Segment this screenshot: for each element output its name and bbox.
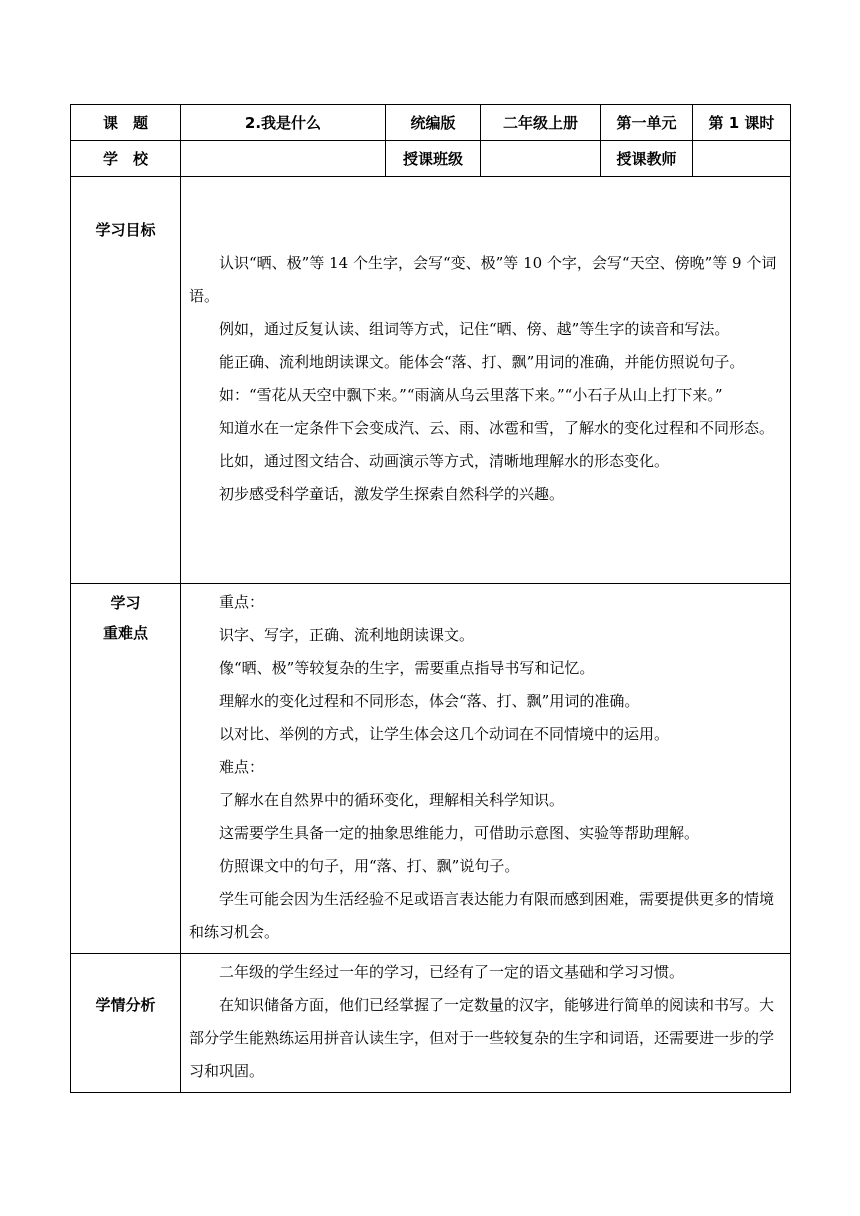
key-points-row bbox=[71, 584, 791, 954]
key-points-paragraph: 仿照课文中的句子，用“落、打、飘”说句子。 bbox=[219, 857, 520, 875]
objectives-paragraph: 初步感受科学童话，激发学生探索自然科学的兴趣。 bbox=[219, 485, 565, 503]
key-points-label-line2: 重难点 bbox=[102, 624, 148, 642]
key-points-paragraph: 以对比、举例的方式，让学生体会这几个动词在不同情境中的运用。 bbox=[219, 725, 670, 743]
objectives-label: 学习目标 bbox=[71, 177, 181, 584]
unit-cell: 第一单元 bbox=[601, 105, 693, 141]
analysis-row bbox=[71, 954, 791, 1093]
objectives-row bbox=[71, 177, 791, 584]
edition-cell: 统编版 bbox=[386, 105, 481, 141]
key-points-paragraph: 了解水在自然界中的循环变化，理解相关科学知识。 bbox=[219, 791, 565, 809]
header-row-2 bbox=[71, 141, 791, 177]
analysis-content bbox=[181, 954, 791, 1093]
teacher-label: 授课教师 bbox=[601, 141, 693, 177]
topic-label: 课 题 bbox=[71, 105, 181, 141]
key-points-paragraph: 难点： bbox=[219, 758, 265, 776]
school-value bbox=[181, 141, 386, 177]
lesson-period-cell: 第 1 课时 bbox=[693, 105, 791, 141]
teacher-value bbox=[693, 141, 791, 177]
header-row-1 bbox=[71, 105, 791, 141]
lesson-plan-table bbox=[70, 104, 791, 1093]
objectives-paragraph: 能正确、流利地朗读课文。能体会“落、打、飘”用词的准确，并能仿照说句子。 bbox=[219, 353, 745, 371]
key-points-paragraph: 重点： bbox=[219, 593, 265, 611]
class-label: 授课班级 bbox=[386, 141, 481, 177]
key-points-paragraph: 像“晒、极”等较复杂的生字，需要重点指导书写和记忆。 bbox=[219, 659, 595, 677]
analysis-paragraph: 在知识储备方面，他们已经掌握了一定数量的汉字，能够进行简单的阅读和书写。大部分学生能熟练运用拼音认读生字，但对于一些较复杂的生字和词语，还需要进一步的学习和巩固。 bbox=[189, 996, 775, 1080]
key-points-label bbox=[71, 584, 181, 954]
objectives-paragraph: 如：“雪花从天空中飘下来。”“雨滴从乌云里落下来。”“小石子从山上打下来。” bbox=[219, 386, 723, 404]
key-points-label-line1: 学习 bbox=[110, 594, 141, 612]
lesson-title: 2.我是什么 bbox=[181, 105, 386, 141]
key-points-paragraph: 学生可能会因为生活经验不足或语言表达能力有限而感到困难，需要提供更多的情境和练习机会。 bbox=[189, 890, 775, 941]
key-points-paragraph: 识字、写字，正确、流利地朗读课文。 bbox=[219, 626, 475, 644]
class-value bbox=[481, 141, 601, 177]
grade-cell: 二年级上册 bbox=[481, 105, 601, 141]
objectives-paragraph: 比如，通过图文结合、动画演示等方式，清晰地理解水的形态变化。 bbox=[219, 452, 670, 470]
objectives-content bbox=[181, 177, 791, 584]
analysis-paragraph: 二年级的学生经过一年的学习，已经有了一定的语文基础和学习习惯。 bbox=[219, 963, 685, 981]
key-points-content bbox=[181, 584, 791, 954]
objectives-paragraph: 例如，通过反复认读、组词等方式，记住“晒、傍、越”等生字的读音和写法。 bbox=[219, 320, 730, 338]
lesson-plan-page bbox=[70, 104, 790, 1093]
key-points-paragraph: 这需要学生具备一定的抽象思维能力，可借助示意图、实验等帮助理解。 bbox=[219, 824, 700, 842]
key-points-paragraph: 理解水的变化过程和不同形态，体会“落、打、飘”用词的准确。 bbox=[219, 692, 640, 710]
objectives-paragraph: 知道水在一定条件下会变成汽、云、雨、冰雹和雪，了解水的变化过程和不同形态。 bbox=[219, 419, 775, 437]
objectives-paragraph: 认识“晒、极”等 14 个生字，会写“变、极”等 10 个字，会写“天空、傍晚”等 9 个词语。 bbox=[189, 254, 777, 305]
school-label: 学 校 bbox=[71, 141, 181, 177]
analysis-label: 学情分析 bbox=[71, 954, 181, 1093]
